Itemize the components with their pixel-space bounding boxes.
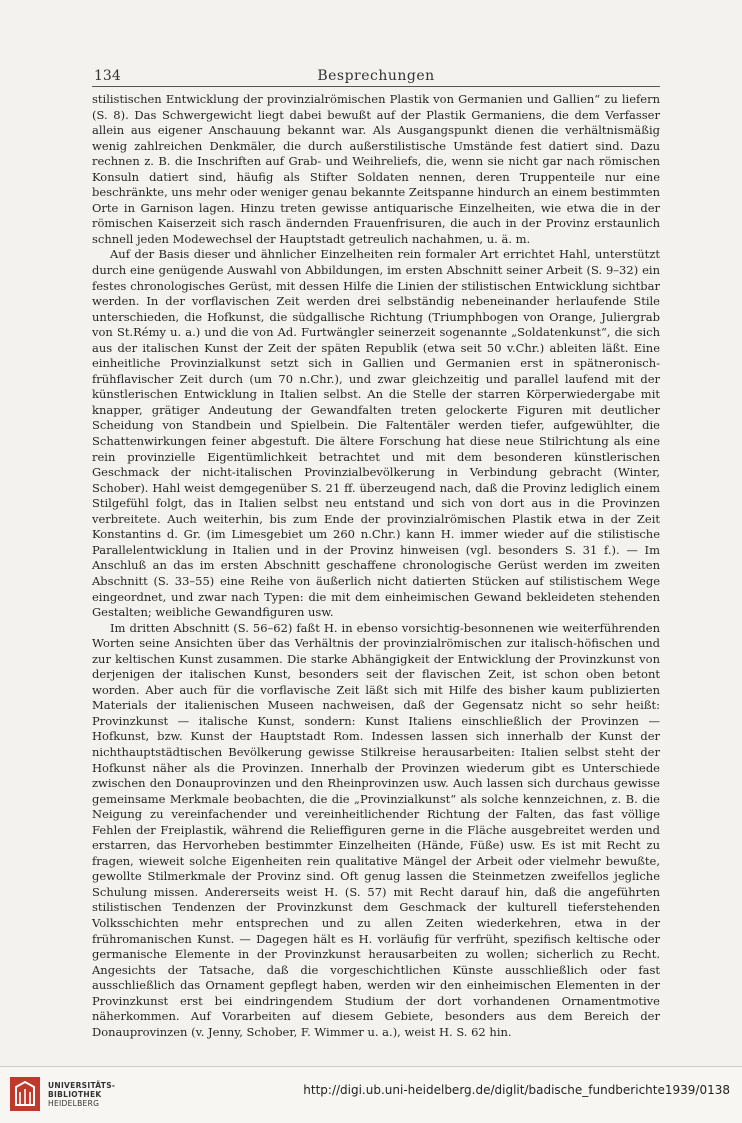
library-line: UNIVERSITÄTS- (48, 1081, 116, 1090)
page-number: 134 (94, 68, 121, 84)
running-title: Besprechungen (317, 68, 435, 84)
source-url-link[interactable]: http://digi.ub.uni-heidelberg.de/diglit/badische_fundberichte1939/0138 (303, 1083, 730, 1097)
header-rule (92, 86, 660, 87)
article-body (92, 92, 660, 1040)
page-header (92, 66, 660, 88)
university-logo-icon (10, 1077, 40, 1111)
library-line: HEIDELBERG (48, 1099, 100, 1108)
page-footer (0, 1066, 742, 1123)
library-line: BIBLIOTHEK (48, 1090, 102, 1099)
paragraph: stilistischen Entwicklung der provinzialrömischen Plastik von Germanien und Gallien“ zu liefern (S. 8). Das Schwergewicht liegt dabei bewußt auf der Plastik Germaniens, die dem Verfasser allein aus eigener Anschauung bekannt war. Als Ausgangspunkt dienen die verhältnismäßig wenig zahlreichen Denkmäler, die durch außerstilistische Umstände fest datiert sind. Dazu rechnen z. B. die Inschriften auf Grab- und Weihreliefs, die, wenn sie nicht gar nach römischen Konsuln datiert sind, häufig als Stifter Soldaten nennen, deren Truppenteile nur eine beschränkte, uns mehr oder weniger genau bekannte Zeitspanne hindurch an einem bestimmten Orte in Garnison lagen. Hinzu treten gewisse antiquarische Einzelheiten, wie etwa die in der römischen Kaiserzeit sich rasch ändernden Frauenfrisuren, die auch in der Provinz erstaunlich schnell jeden Modewechsel der Hauptstadt getreulich nachahmen, u. ä. m. (92, 92, 660, 246)
paragraph: Im dritten Abschnitt (S. 56–62) faßt H. in ebenso vorsichtig-besonnenen wie weiterführenden Worten seine Ansichten über das Verhältnis der provinzialrömischen zur italisch-höfischen und zur keltischen Kunst zusammen. Die starke Abhängigkeit der Entwicklung der Provinzkunst von derjenigen der italischen Kunst, besonders seit der flavischen Zeit, ist schon oben betont worden. Aber auch für die vorflavische Zeit läßt sich mit Hilfe des bisher kaum publizierten Materials der italienischen Museen nachweisen, daß der Gegensatz nicht so sehr heißt: Provinzkunst — italische Kunst, sondern: Kunst Italiens einschließlich der Provinzen — Hofkunst, bzw. Kunst der Hauptstadt Rom. Indessen lassen sich innerhalb der Kunst der nichthauptstädtischen Bevölkerung gewisse Stilkreise herausarbeiten: Italien selbst steht der Hofkunst näher als die Provinzen. Innerhalb der Provinzen wiederum gibt es Unterschiede zwischen den Donauprovinzen und den Rheinprovinzen usw. Auch lassen sich durchaus gewisse gemeinsame Merkmale beobachten, die die „Provinzialkunst“ als solche kennzeichnen, z. B. die Neigung zu vereinfachender und vereinheitlichender Richtung der Falten, das fast völlige Fehlen der Freiplastik, während die Relieffiguren gerne in die Fläche ausgebreitet werden und erstarren, das Hervorheben bestimmter Einzelheiten (Hände, Füße) usw. Es ist mit Recht zu fragen, wieweit solche Eigenheiten rein qualitative Mängel der Arbeit oder vielmehr bewußte, gewollte Stilmerkmale der Provinz sind. Oft genug lassen die Steinmetzen zweifellos jegliche Schulung missen. Andererseits weist H. (S. 57) mit Recht darauf hin, daß die angeführten stilistischen Tendenzen der Provinzkunst dem Geschmack der kulturell tieferstehenden Volksschichten mehr entsprechen und zu allen Zeiten wiederkehren, etwa in der frühromanischen Kunst. — Dagegen hält es H. vorläufig für verfrüht, spezifisch keltische oder germanische Elemente in der Provinzkunst herausarbeiten zu wollen; sicherlich zu Recht. Angesichts der Tatsache, daß die vorgeschichtlichen Künste ausschließlich oder fast ausschließlich das Ornament gepflegt haben, werden wir den einheimischen Elementen in der Provinzkunst erst bei eindringendem Studium der dort vorhandenen Ornamentmotive näherkommen. Auf Vorarbeiten auf diesem Gebiete, besonders aus dem Bereich der Donauprovinzen (v. Jenny, Schober, F. Wimmer u. a.), weist H. S. 62 hin. (92, 620, 660, 1039)
paragraph: Auf der Basis dieser und ähnlicher Einzelheiten rein formaler Art errichtet Hahl, unterstützt durch eine genügende Auswahl von Abbildungen, im ersten Abschnitt seiner Arbeit (S. 9–32) ein festes chronologisches Gerüst, mit dessen Hilfe die Linien der stilistischen Entwicklung sichtbar werden. In der vorflavischen Zeit werden drei selbständig nebeneinander herlaufende Stile unterschieden, die Hofkunst, die südgallische Richtung (Triumphbogen von Orange, Juliergrab von St.Rémy u. a.) und die von Ad. Furtwängler seinerzeit sogenannte „Soldatenkunst“, die sich aus der italischen Kunst der Zeit der späten Republik (etwa seit 50 v.Chr.) ableiten läßt. Eine einheitliche Provinzialkunst setzt sich in Gallien und Germanien erst in spätneronisch-frühflavischer Zeit durch (um 70 n.Chr.), und zwar gleichzeitig und parallel laufend mit der künstlerischen Entwicklung in Italien selbst. An die Stelle der starren Körperwiedergabe mit knapper, grätiger Andeutung der Gewandfalten treten gelockerte Figuren mit deutlicher Scheidung von Standbein und Spielbein. Die Faltentäler werden tiefer, aufgewühlter, die Schattenwirkungen feiner abgestuft. Die ältere Forschung hat diese neue Stilrichtung als eine rein provinzielle Eigentümlichkeit betrachtet und mit dem besonderen künstlerischen Geschmack der nicht-italischen Provinzialbevölkerung in Verbindung gebracht (Winter, Schober). Hahl weist demgegenüber S. 21 ff. überzeugend nach, daß die Provinz lediglich einem Stilgefühl folgt, das in Italien selbst neu entstand und sich von dort aus in die Provinzen verbreitete. Auch weiterhin, bis zum Ende der provinzialrömischen Plastik etwa in der Zeit Konstantins d. Gr. (im Limesgebiet um 260 n.Chr.) kann H. immer wieder auf die stilistische Parallelentwicklung in Italien und in der Provinz hinweisen (vgl. besonders S. 31 f.). — Im Anschluß an das im ersten Abschnitt geschaffene chronologische Gerüst werden im zweiten Abschnitt (S. 33–55) eine Reihe von äußerlich nicht datierten Stücken auf stilistischem Wege eingeordnet, und zwar nach Typen: die mit dem einheimischen Gewand bekleideten stehenden Gestalten; weibliche Gewandfiguren usw. (92, 247, 660, 620)
library-name (48, 1081, 115, 1108)
